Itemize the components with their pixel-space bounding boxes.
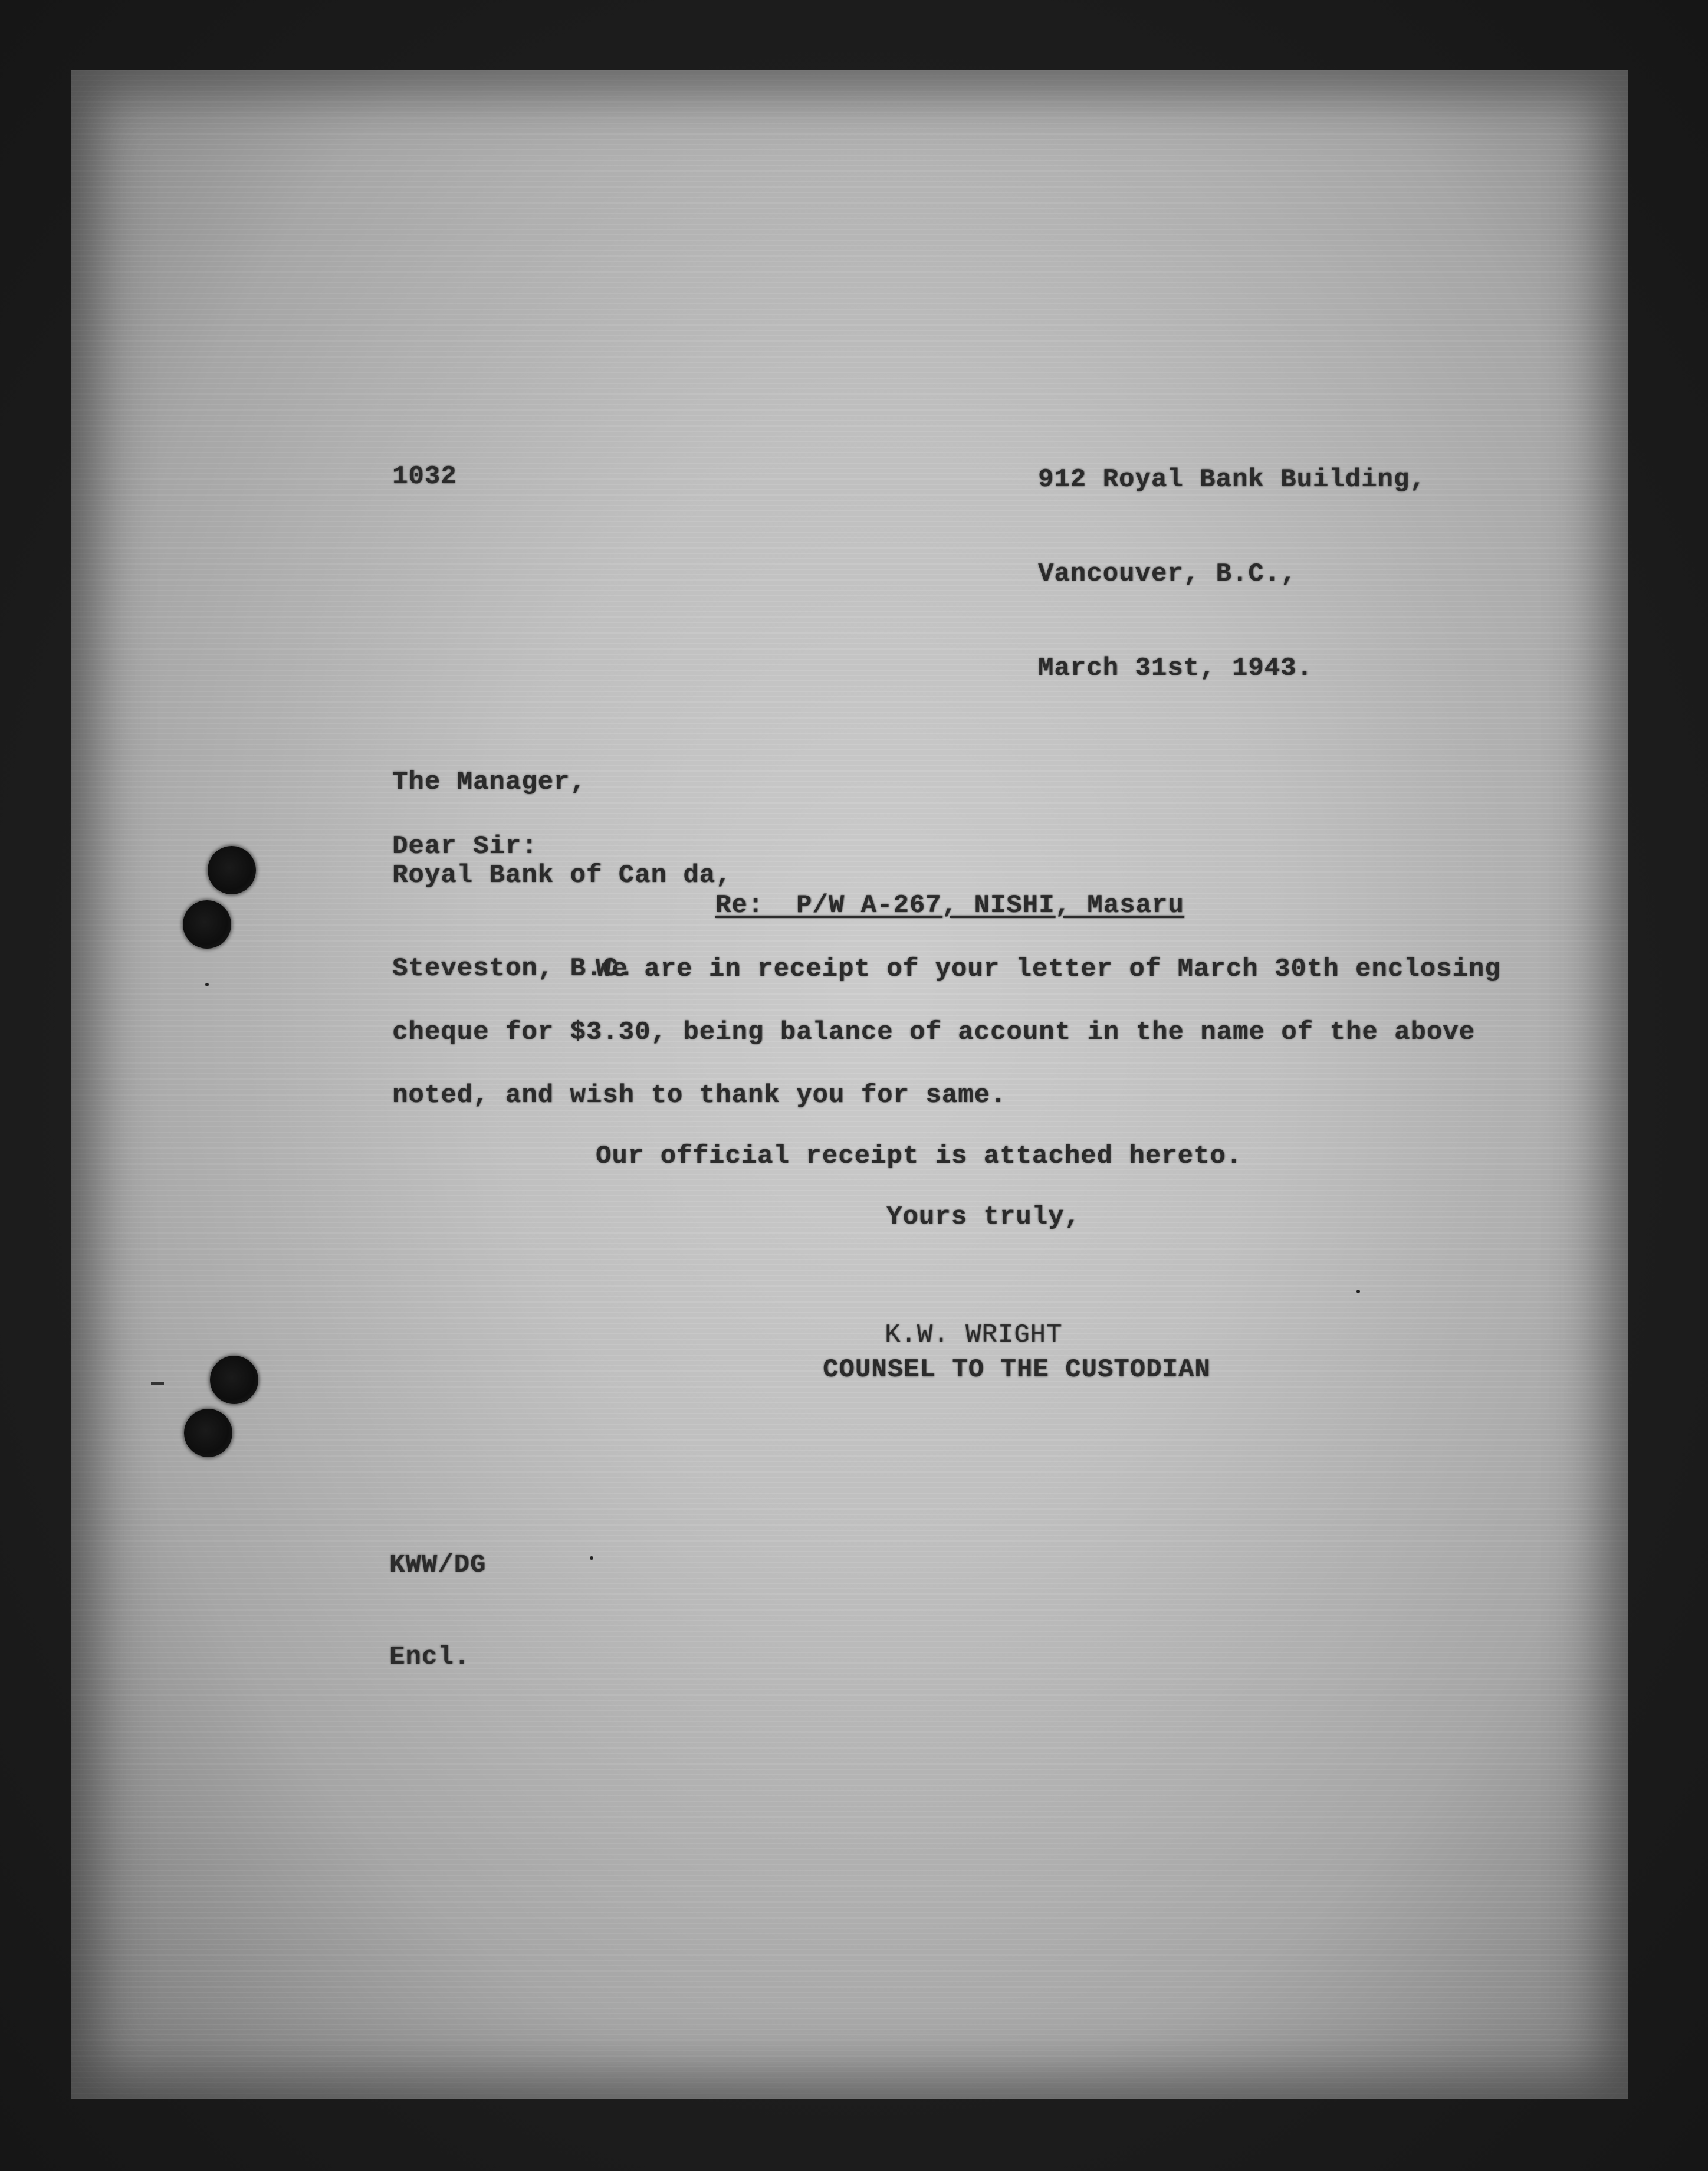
body-line: noted, and wish to thank you for same.	[392, 1081, 1007, 1110]
recipient-line: The Manager,	[392, 768, 586, 797]
signature-name: K.W. WRIGHT	[885, 1320, 1063, 1350]
file-number: 1032	[392, 462, 457, 491]
recipient-block	[392, 703, 732, 1046]
punch-hole	[184, 1409, 232, 1457]
closing: Yours truly,	[886, 1202, 1080, 1232]
letter-page	[71, 70, 1628, 2099]
recipient-line: Steveston, B.C.	[392, 954, 635, 983]
body-line: Our official receipt is attached hereto.	[596, 1142, 1243, 1171]
recipient-line: Royal Bank of Can da,	[392, 861, 732, 890]
scan-mark	[151, 1382, 164, 1385]
body-line: We are in receipt of your letter of March 30th enclosing	[596, 955, 1501, 984]
body-line: cheque for $3.30, being balance of account in the name of the above	[392, 1018, 1476, 1047]
scan-speck	[1356, 1290, 1360, 1293]
punch-hole	[208, 846, 256, 894]
address-line: Vancouver, B.C.,	[1038, 559, 1297, 589]
reference-initials	[389, 1485, 486, 1733]
address-line: 912 Royal Bank Building,	[1038, 465, 1426, 494]
letter-date: March 31st, 1943.	[1038, 654, 1313, 683]
punch-hole	[183, 900, 231, 949]
typist-initials: KWW/DG	[389, 1550, 487, 1580]
scan-speck	[205, 983, 209, 986]
subject-line: Re: P/W A-267, NISHI, Masaru	[715, 891, 1184, 920]
scan-speck	[590, 1556, 593, 1560]
sender-address	[1038, 400, 1426, 747]
salutation: Dear Sir:	[392, 832, 538, 861]
signature-title: COUNSEL TO THE CUSTODIAN	[823, 1355, 1211, 1385]
punch-hole	[210, 1356, 258, 1404]
enclosure-note: Encl.	[389, 1642, 471, 1672]
